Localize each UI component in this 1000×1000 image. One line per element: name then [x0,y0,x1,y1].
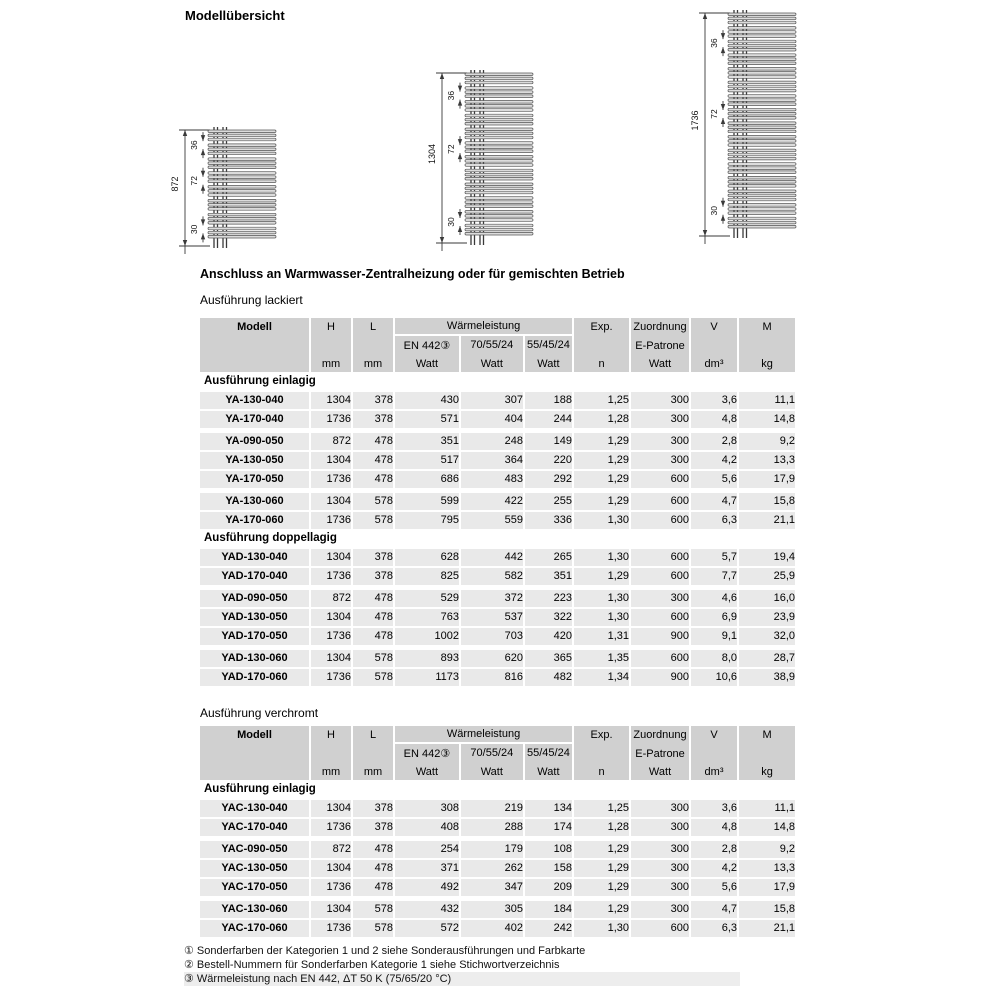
value-cell: 763 [394,608,460,627]
model-cell: YA-170-060 [200,511,310,529]
value-cell: 900 [630,668,690,686]
value-cell: 209 [524,878,573,899]
svg-text:36: 36 [709,38,719,48]
value-cell: 21,1 [738,511,795,529]
value-cell: 4,7 [690,899,738,920]
value-cell: 300 [630,878,690,899]
table-row [200,391,795,410]
value-cell: 9,2 [738,431,795,452]
value-cell: 600 [630,567,690,588]
value-cell: 378 [352,410,394,431]
value-cell: 5,7 [690,548,738,567]
value-cell: 825 [394,567,460,588]
model-cell: YAC-170-060 [200,919,310,937]
value-cell: 4,2 [690,859,738,878]
value-cell: 478 [352,839,394,860]
radiator-drawing [690,5,808,250]
value-cell: 1304 [310,899,352,920]
value-cell: 308 [394,799,460,818]
value-cell: 6,3 [690,919,738,937]
col-header-zuordnung: Zuordnung E-Patrone Watt [630,726,690,780]
value-cell: 1,29 [573,878,630,899]
value-cell: 378 [352,548,394,567]
value-cell: 430 [394,391,460,410]
value-cell: 322 [524,608,573,627]
value-cell: 478 [352,451,394,470]
value-cell: 3,6 [690,799,738,818]
value-cell: 1304 [310,491,352,512]
table-row [200,859,795,878]
radiator-drawing [427,65,545,257]
value-cell: 300 [630,818,690,839]
value-cell: 1,30 [573,608,630,627]
value-cell: 600 [630,648,690,669]
value-cell: 1,29 [573,839,630,860]
value-cell: 517 [394,451,460,470]
radiator-diagram-872 [170,122,288,265]
table-header-row [200,318,795,372]
col-header-m: M kg [738,318,795,372]
svg-text:30: 30 [709,206,719,216]
table-caption-verchromt: Ausführung verchromt [200,706,319,720]
svg-text:30: 30 [446,217,456,227]
col-subheader: 55/45/24 Watt [523,744,572,780]
col-header-v: V dm³ [690,726,738,780]
value-cell: 23,9 [738,608,795,627]
svg-text:872: 872 [170,176,180,192]
value-cell: 158 [524,859,573,878]
value-cell: 15,8 [738,491,795,512]
table-row [200,878,795,899]
section-label-row [200,372,795,391]
value-cell: 578 [352,511,394,529]
value-cell: 478 [352,627,394,648]
table-row [200,627,795,648]
col-header-exp: Exp. n [573,318,630,372]
radiator-diagram-1304 [427,65,545,262]
value-cell: 600 [630,511,690,529]
value-cell: 478 [352,878,394,899]
value-cell: 578 [352,919,394,937]
value-cell: 288 [460,818,524,839]
value-cell: 4,6 [690,588,738,609]
value-cell: 219 [460,799,524,818]
model-cell: YA-170-040 [200,410,310,431]
table-row [200,919,795,937]
table-row [200,451,795,470]
table-row [200,410,795,431]
value-cell: 16,0 [738,588,795,609]
radiator-diagram-1736 [690,5,808,255]
page-title: Modellübersicht [185,8,285,23]
section-label: Ausführung doppellagig [200,529,795,548]
value-cell: 8,0 [690,648,738,669]
value-cell: 1736 [310,919,352,937]
value-cell: 478 [352,608,394,627]
value-cell: 1304 [310,451,352,470]
radiator-drawing [170,122,288,260]
value-cell: 1304 [310,799,352,818]
value-cell: 19,4 [738,548,795,567]
footnote-3: ③ Wärmeleistung nach EN 442, ΔT 50 K (75/65/20 °C) [184,972,740,986]
value-cell: 336 [524,511,573,529]
value-cell: 620 [460,648,524,669]
value-cell: 571 [394,410,460,431]
value-cell: 872 [310,588,352,609]
value-cell: 300 [630,859,690,878]
model-cell: YAC-170-050 [200,878,310,899]
value-cell: 371 [394,859,460,878]
value-cell: 255 [524,491,573,512]
value-cell: 1736 [310,511,352,529]
value-cell: 174 [524,818,573,839]
value-cell: 600 [630,491,690,512]
value-cell: 300 [630,588,690,609]
section-label: Ausführung einlagig [200,372,795,391]
value-cell: 432 [394,899,460,920]
value-cell: 32,0 [738,627,795,648]
value-cell: 378 [352,391,394,410]
value-cell: 1,25 [573,391,630,410]
col-header-v: V dm³ [690,318,738,372]
model-cell: YAD-130-050 [200,608,310,627]
value-cell: 872 [310,839,352,860]
col-subheader: EN 442③ Watt [403,340,451,370]
value-cell: 9,1 [690,627,738,648]
value-cell: 244 [524,410,573,431]
value-cell: 300 [630,799,690,818]
value-cell: 1,29 [573,899,630,920]
value-cell: 1,28 [573,818,630,839]
value-cell: 600 [630,919,690,937]
value-cell: 537 [460,608,524,627]
value-cell: 442 [460,548,524,567]
value-cell: 13,3 [738,451,795,470]
value-cell: 4,8 [690,818,738,839]
value-cell: 482 [524,668,573,686]
value-cell: 420 [524,627,573,648]
spec-table-lackiert [200,318,795,686]
col-header-h: H mm [310,318,352,372]
value-cell: 578 [352,668,394,686]
value-cell: 3,6 [690,391,738,410]
model-cell: YAC-090-050 [200,839,310,860]
value-cell: 1304 [310,648,352,669]
value-cell: 529 [394,588,460,609]
value-cell: 422 [460,491,524,512]
table-row [200,899,795,920]
value-cell: 242 [524,919,573,937]
value-cell: 1736 [310,470,352,491]
value-cell: 108 [524,839,573,860]
value-cell: 1736 [310,818,352,839]
value-cell: 5,6 [690,878,738,899]
value-cell: 21,1 [738,919,795,937]
value-cell: 1173 [394,668,460,686]
value-cell: 1,29 [573,567,630,588]
value-cell: 1,30 [573,588,630,609]
spec-table-verchromt [200,726,795,937]
table-row [200,799,795,818]
table-row [200,588,795,609]
model-cell: YA-130-050 [200,451,310,470]
value-cell: 628 [394,548,460,567]
value-cell: 1736 [310,567,352,588]
value-cell: 1,29 [573,451,630,470]
table-row [200,608,795,627]
col-subheader: 70/55/24 Watt [459,744,523,780]
value-cell: 134 [524,799,573,818]
value-cell: 893 [394,648,460,669]
value-cell: 1736 [310,668,352,686]
value-cell: 300 [630,410,690,431]
value-cell: 1,31 [573,627,630,648]
value-cell: 6,9 [690,608,738,627]
value-cell: 364 [460,451,524,470]
footnote-2: ② Bestell-Nummern für Sonderfarben Kategorie 1 siehe Stichwortverzeichnis [184,959,560,971]
value-cell: 5,6 [690,470,738,491]
value-cell: 300 [630,391,690,410]
value-cell: 300 [630,839,690,860]
table-row [200,548,795,567]
col-subheader: EN 442③ Watt [403,748,451,778]
value-cell: 816 [460,668,524,686]
value-cell: 1304 [310,608,352,627]
value-cell: 223 [524,588,573,609]
svg-text:72: 72 [709,109,719,119]
value-cell: 179 [460,839,524,860]
value-cell: 372 [460,588,524,609]
value-cell: 1002 [394,627,460,648]
table-row [200,567,795,588]
svg-text:36: 36 [189,140,199,150]
value-cell: 11,1 [738,799,795,818]
value-cell: 2,8 [690,839,738,860]
table-row [200,491,795,512]
value-cell: 7,7 [690,567,738,588]
value-cell: 378 [352,818,394,839]
footnotes [184,944,740,986]
value-cell: 248 [460,431,524,452]
value-cell: 1736 [310,410,352,431]
col-header-modell: Modell [200,726,310,780]
value-cell: 262 [460,859,524,878]
value-cell: 300 [630,451,690,470]
value-cell: 1,25 [573,799,630,818]
value-cell: 478 [352,859,394,878]
section-label-row [200,529,795,548]
value-cell: 1,30 [573,548,630,567]
value-cell: 300 [630,431,690,452]
value-cell: 578 [352,899,394,920]
value-cell: 4,8 [690,410,738,431]
value-cell: 220 [524,451,573,470]
section-label: Ausführung einlagig [200,780,795,799]
table-row [200,511,795,529]
section-label-row [200,780,795,799]
svg-text:36: 36 [446,90,456,101]
svg-text:72: 72 [189,176,199,186]
value-cell: 408 [394,818,460,839]
value-cell: 1,29 [573,431,630,452]
model-cell: YAC-130-040 [200,799,310,818]
value-cell: 188 [524,391,573,410]
model-cell: YA-130-060 [200,491,310,512]
value-cell: 578 [352,648,394,669]
model-cell: YAD-170-060 [200,668,310,686]
col-header-l: L mm [352,726,394,780]
value-cell: 378 [352,799,394,818]
table-row [200,818,795,839]
value-cell: 1,29 [573,859,630,878]
value-cell: 402 [460,919,524,937]
value-cell: 351 [394,431,460,452]
svg-text:1304: 1304 [427,143,437,165]
table-caption-lackiert: Ausführung lackiert [200,293,303,307]
value-cell: 2,8 [690,431,738,452]
value-cell: 365 [524,648,573,669]
col-header-h: H mm [310,726,352,780]
col-subheader: 55/45/24 Watt [523,336,572,372]
value-cell: 492 [394,878,460,899]
value-cell: 38,9 [738,668,795,686]
value-cell: 572 [394,919,460,937]
model-cell: YA-130-040 [200,391,310,410]
value-cell: 11,1 [738,391,795,410]
value-cell: 795 [394,511,460,529]
svg-text:1736: 1736 [690,110,700,131]
value-cell: 478 [352,431,394,452]
value-cell: 900 [630,627,690,648]
value-cell: 1,30 [573,511,630,529]
value-cell: 9,2 [738,839,795,860]
col-header-m: M kg [738,726,795,780]
col-subheader: 70/55/24 Watt [459,336,523,372]
svg-text:72: 72 [446,144,456,154]
model-cell: YAD-170-040 [200,567,310,588]
value-cell: 265 [524,548,573,567]
value-cell: 1,30 [573,919,630,937]
value-cell: 300 [630,899,690,920]
value-cell: 305 [460,899,524,920]
value-cell: 1,28 [573,410,630,431]
section-heading: Anschluss an Warmwasser-Zentralheizung oder für gemischten Betrieb [200,267,625,281]
value-cell: 17,9 [738,470,795,491]
value-cell: 6,3 [690,511,738,529]
value-cell: 15,8 [738,899,795,920]
value-cell: 478 [352,470,394,491]
value-cell: 600 [630,608,690,627]
value-cell: 1304 [310,859,352,878]
value-cell: 559 [460,511,524,529]
value-cell: 1304 [310,391,352,410]
table-row [200,668,795,686]
svg-text:30: 30 [189,224,199,235]
value-cell: 307 [460,391,524,410]
table-row [200,839,795,860]
value-cell: 4,7 [690,491,738,512]
value-cell: 1,29 [573,470,630,491]
value-cell: 1,29 [573,491,630,512]
value-cell: 483 [460,470,524,491]
value-cell: 13,3 [738,859,795,878]
model-cell: YAD-170-050 [200,627,310,648]
model-cell: YAC-130-060 [200,899,310,920]
col-header-waermeleistung: Wärmeleistung EN 442③ Watt 70/55/24 Watt 55/45/24 Watt [394,726,573,780]
table-row [200,470,795,491]
value-cell: 254 [394,839,460,860]
value-cell: 10,6 [690,668,738,686]
value-cell: 25,9 [738,567,795,588]
footnote-1: ① Sonderfarben der Kategorien 1 und 2 siehe Sonderausführungen und Farbkarte [184,945,586,957]
model-cell: YA-170-050 [200,470,310,491]
value-cell: 1304 [310,548,352,567]
value-cell: 686 [394,470,460,491]
model-cell: YA-090-050 [200,431,310,452]
value-cell: 4,2 [690,451,738,470]
value-cell: 14,8 [738,410,795,431]
value-cell: 600 [630,470,690,491]
value-cell: 872 [310,431,352,452]
value-cell: 14,8 [738,818,795,839]
col-header-exp: Exp. n [573,726,630,780]
value-cell: 599 [394,491,460,512]
model-cell: YAC-170-040 [200,818,310,839]
value-cell: 292 [524,470,573,491]
value-cell: 351 [524,567,573,588]
value-cell: 149 [524,431,573,452]
value-cell: 582 [460,567,524,588]
table-row [200,648,795,669]
value-cell: 184 [524,899,573,920]
value-cell: 28,7 [738,648,795,669]
model-cell: YAD-130-060 [200,648,310,669]
model-cell: YAC-130-050 [200,859,310,878]
col-header-l: L mm [352,318,394,372]
col-header-modell: Modell [200,318,310,372]
table-row [200,431,795,452]
col-header-waermeleistung: Wärmeleistung EN 442③ Watt 70/55/24 Watt 55/45/24 Watt [394,318,573,372]
value-cell: 578 [352,491,394,512]
model-cell: YAD-090-050 [200,588,310,609]
value-cell: 347 [460,878,524,899]
value-cell: 600 [630,548,690,567]
col-header-zuordnung: Zuordnung E-Patrone Watt [630,318,690,372]
value-cell: 703 [460,627,524,648]
value-cell: 378 [352,567,394,588]
table-header-row [200,726,795,780]
value-cell: 1736 [310,627,352,648]
value-cell: 17,9 [738,878,795,899]
value-cell: 1,34 [573,668,630,686]
value-cell: 1736 [310,878,352,899]
value-cell: 1,35 [573,648,630,669]
value-cell: 478 [352,588,394,609]
model-cell: YAD-130-040 [200,548,310,567]
value-cell: 404 [460,410,524,431]
